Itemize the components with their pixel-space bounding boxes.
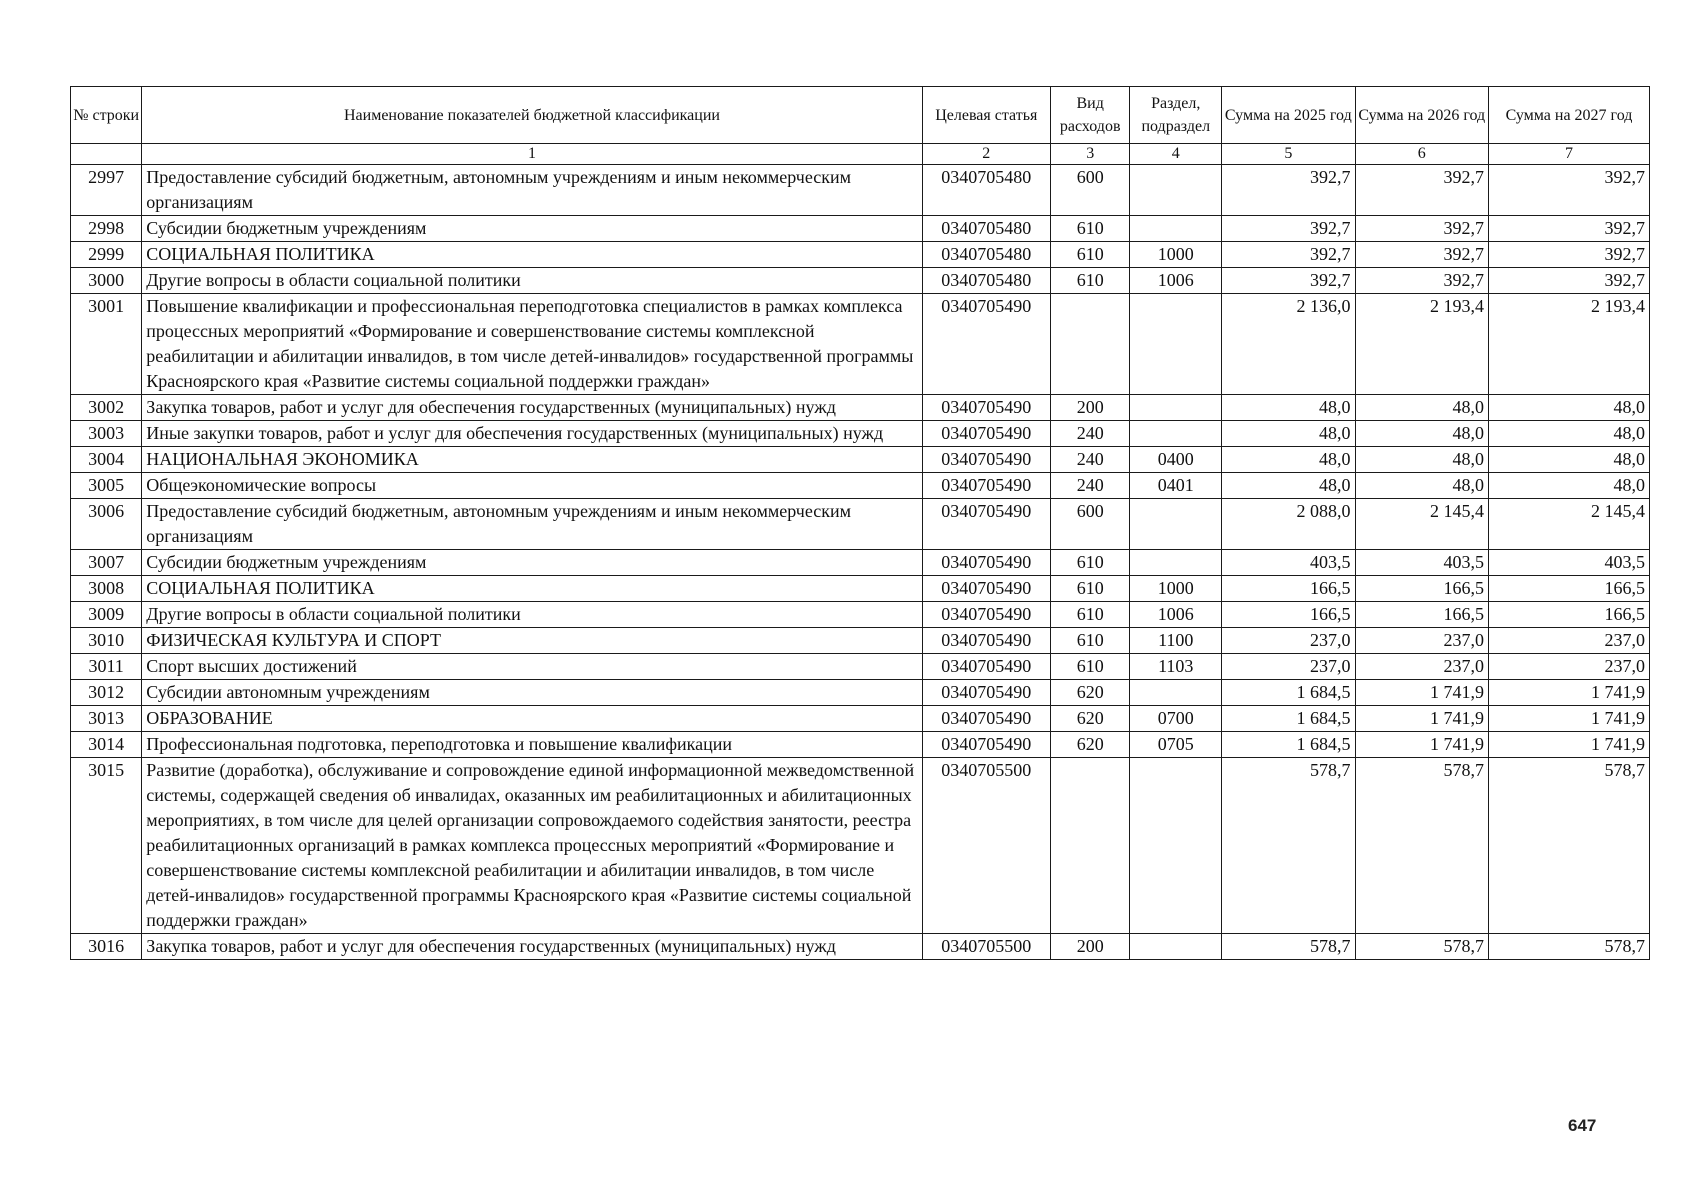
row-section: [1130, 934, 1222, 960]
row-number: 3007: [71, 550, 142, 576]
table-row: [71, 602, 1650, 628]
row-expense-kind: 610: [1050, 268, 1129, 294]
row-sum-2025: 578,7: [1222, 758, 1355, 934]
column-number: [71, 144, 142, 165]
row-sum-2027: 166,5: [1488, 576, 1649, 602]
row-sum-2027: 48,0: [1488, 473, 1649, 499]
row-name: Субсидии бюджетным учреждениям: [142, 550, 922, 576]
column-number: 7: [1488, 144, 1649, 165]
row-sum-2026: 1 741,9: [1355, 732, 1488, 758]
row-section: 0400: [1130, 447, 1222, 473]
row-sum-2027: 578,7: [1488, 934, 1649, 960]
row-number: 2998: [71, 216, 142, 242]
row-expense-kind: 240: [1050, 447, 1129, 473]
row-name: Субсидии автономным учреждениям: [142, 680, 922, 706]
row-sum-2027: 237,0: [1488, 628, 1649, 654]
table-row: [71, 395, 1650, 421]
row-number: 3013: [71, 706, 142, 732]
row-sum-2026: 578,7: [1355, 758, 1488, 934]
row-target-article: 0340705490: [922, 447, 1050, 473]
header-target: Целевая статья: [922, 87, 1050, 144]
row-name: Другие вопросы в области социальной политики: [142, 602, 922, 628]
row-sum-2025: 166,5: [1222, 602, 1355, 628]
row-sum-2025: 48,0: [1222, 421, 1355, 447]
row-expense-kind: 610: [1050, 602, 1129, 628]
row-target-article: 0340705490: [922, 550, 1050, 576]
table-row: [71, 706, 1650, 732]
row-target-article: 0340705490: [922, 294, 1050, 395]
column-number: 5: [1222, 144, 1355, 165]
row-number: 3011: [71, 654, 142, 680]
row-target-article: 0340705490: [922, 628, 1050, 654]
row-number: 2999: [71, 242, 142, 268]
row-section: [1130, 550, 1222, 576]
row-name: ФИЗИЧЕСКАЯ КУЛЬТУРА И СПОРТ: [142, 628, 922, 654]
row-expense-kind: 600: [1050, 499, 1129, 550]
row-target-article: 0340705490: [922, 473, 1050, 499]
table-body: [71, 165, 1650, 960]
row-sum-2027: 166,5: [1488, 602, 1649, 628]
table-row: [71, 216, 1650, 242]
row-sum-2026: 48,0: [1355, 447, 1488, 473]
row-sum-2025: 48,0: [1222, 473, 1355, 499]
row-section: 0401: [1130, 473, 1222, 499]
row-sum-2026: 403,5: [1355, 550, 1488, 576]
row-sum-2025: 48,0: [1222, 395, 1355, 421]
table-row: [71, 242, 1650, 268]
row-sum-2027: 48,0: [1488, 421, 1649, 447]
row-target-article: 0340705480: [922, 216, 1050, 242]
row-sum-2027: 2 145,4: [1488, 499, 1649, 550]
row-name: Субсидии бюджетным учреждениям: [142, 216, 922, 242]
row-expense-kind: 240: [1050, 421, 1129, 447]
row-target-article: 0340705480: [922, 165, 1050, 216]
row-sum-2026: 392,7: [1355, 242, 1488, 268]
row-sum-2026: 392,7: [1355, 216, 1488, 242]
table-row: [71, 732, 1650, 758]
row-number: 3009: [71, 602, 142, 628]
row-expense-kind: [1050, 758, 1129, 934]
row-expense-kind: 610: [1050, 654, 1129, 680]
row-sum-2027: 1 741,9: [1488, 732, 1649, 758]
row-number: 3004: [71, 447, 142, 473]
row-expense-kind: 200: [1050, 395, 1129, 421]
column-number-row: [71, 144, 1650, 165]
row-sum-2027: 1 741,9: [1488, 680, 1649, 706]
row-sum-2025: 392,7: [1222, 216, 1355, 242]
row-sum-2026: 392,7: [1355, 165, 1488, 216]
page-number: 647: [1568, 1116, 1597, 1135]
row-name: Предоставление субсидий бюджетным, автономным учреждениям и иным некоммерческим организациям: [142, 499, 922, 550]
row-number: 3015: [71, 758, 142, 934]
row-name: Повышение квалификации и профессиональная переподготовка специалистов в рамках комплекса процессных мероприятий «Формирование и совершенствование системы комплексной реабилитации и абилитации инвалидов, в том числе детей-инвалидов» государственной программы Красноярского края «Развитие системы социальной поддержки граждан»: [142, 294, 922, 395]
column-number: 3: [1050, 144, 1129, 165]
row-target-article: 0340705500: [922, 934, 1050, 960]
row-sum-2027: 48,0: [1488, 447, 1649, 473]
row-name: Общеэкономические вопросы: [142, 473, 922, 499]
table-row: [71, 576, 1650, 602]
table-row: [71, 268, 1650, 294]
table-row: [71, 654, 1650, 680]
row-section: 1100: [1130, 628, 1222, 654]
row-sum-2025: 2 136,0: [1222, 294, 1355, 395]
row-target-article: 0340705490: [922, 499, 1050, 550]
row-number: 3008: [71, 576, 142, 602]
row-sum-2025: 1 684,5: [1222, 680, 1355, 706]
row-sum-2025: 2 088,0: [1222, 499, 1355, 550]
table-row: [71, 447, 1650, 473]
row-section: [1130, 294, 1222, 395]
row-sum-2027: 578,7: [1488, 758, 1649, 934]
row-target-article: 0340705490: [922, 602, 1050, 628]
row-sum-2025: 392,7: [1222, 165, 1355, 216]
row-target-article: 0340705490: [922, 706, 1050, 732]
table-row: [71, 628, 1650, 654]
header-sum-2026: Сумма на 2026 год: [1355, 87, 1488, 144]
row-target-article: 0340705490: [922, 576, 1050, 602]
row-expense-kind: 620: [1050, 706, 1129, 732]
row-sum-2026: 166,5: [1355, 576, 1488, 602]
row-sum-2025: 392,7: [1222, 242, 1355, 268]
row-name: Развитие (доработка), обслуживание и сопровождение единой информационной межведомственной системы, содержащей сведения об инвалидах, оказанных им реабилитационных и абилитационных мероприятиях, в том числе для целей организации сопровождаемого содействия занятости, реестра реабилитационных организаций в рамках комплекса процессных мероприятий «Формирование и совершенствование системы комплексной реабилитации и абилитации инвалидов, в том числе детей-инвалидов» государственной программы Красноярского края «Развитие системы социальной поддержки граждан»: [142, 758, 922, 934]
header-kind: Вид расходов: [1050, 87, 1129, 144]
row-number: 3003: [71, 421, 142, 447]
column-number: 4: [1130, 144, 1222, 165]
row-sum-2025: 392,7: [1222, 268, 1355, 294]
table-row: [71, 758, 1650, 934]
header-name: Наименование показателей бюджетной классификации: [142, 87, 922, 144]
row-section: [1130, 680, 1222, 706]
table-row: [71, 473, 1650, 499]
column-number: 1: [142, 144, 922, 165]
column-number: 6: [1355, 144, 1488, 165]
row-sum-2025: 237,0: [1222, 628, 1355, 654]
row-section: 1006: [1130, 268, 1222, 294]
row-sum-2027: 392,7: [1488, 216, 1649, 242]
row-sum-2025: 237,0: [1222, 654, 1355, 680]
row-expense-kind: 200: [1050, 934, 1129, 960]
table-row: [71, 934, 1650, 960]
header-section: Раздел, подраздел: [1130, 87, 1222, 144]
row-number: 3010: [71, 628, 142, 654]
row-sum-2027: 403,5: [1488, 550, 1649, 576]
column-number: 2: [922, 144, 1050, 165]
row-target-article: 0340705490: [922, 680, 1050, 706]
row-number: 3001: [71, 294, 142, 395]
row-sum-2027: 392,7: [1488, 242, 1649, 268]
row-target-article: 0340705500: [922, 758, 1050, 934]
header-row-no: № строки: [71, 87, 142, 144]
row-target-article: 0340705490: [922, 654, 1050, 680]
row-section: [1130, 216, 1222, 242]
row-section: 1000: [1130, 242, 1222, 268]
row-sum-2026: 237,0: [1355, 654, 1488, 680]
row-expense-kind: 610: [1050, 576, 1129, 602]
row-sum-2027: 237,0: [1488, 654, 1649, 680]
row-expense-kind: 620: [1050, 732, 1129, 758]
row-target-article: 0340705480: [922, 268, 1050, 294]
row-section: [1130, 395, 1222, 421]
row-section: [1130, 165, 1222, 216]
row-sum-2026: 2 193,4: [1355, 294, 1488, 395]
row-number: 3005: [71, 473, 142, 499]
header-row: [71, 87, 1650, 144]
row-expense-kind: 610: [1050, 628, 1129, 654]
row-section: [1130, 499, 1222, 550]
row-number: 3012: [71, 680, 142, 706]
row-section: [1130, 421, 1222, 447]
row-sum-2025: 403,5: [1222, 550, 1355, 576]
row-number: 3006: [71, 499, 142, 550]
row-sum-2027: 2 193,4: [1488, 294, 1649, 395]
row-sum-2026: 48,0: [1355, 473, 1488, 499]
row-sum-2026: 578,7: [1355, 934, 1488, 960]
row-sum-2026: 166,5: [1355, 602, 1488, 628]
row-section: 1006: [1130, 602, 1222, 628]
row-sum-2026: 48,0: [1355, 395, 1488, 421]
row-number: 3002: [71, 395, 142, 421]
row-section: 1103: [1130, 654, 1222, 680]
row-name: Закупка товаров, работ и услуг для обеспечения государственных (муниципальных) нужд: [142, 934, 922, 960]
row-section: 0700: [1130, 706, 1222, 732]
row-sum-2025: 48,0: [1222, 447, 1355, 473]
row-expense-kind: 610: [1050, 216, 1129, 242]
row-name: Спорт высших достижений: [142, 654, 922, 680]
table-row: [71, 294, 1650, 395]
row-sum-2026: 1 741,9: [1355, 680, 1488, 706]
table-row: [71, 499, 1650, 550]
row-sum-2027: 1 741,9: [1488, 706, 1649, 732]
row-sum-2026: 237,0: [1355, 628, 1488, 654]
row-expense-kind: 600: [1050, 165, 1129, 216]
row-name: Иные закупки товаров, работ и услуг для обеспечения государственных (муниципальных) нужд: [142, 421, 922, 447]
row-section: 0705: [1130, 732, 1222, 758]
row-sum-2026: 1 741,9: [1355, 706, 1488, 732]
header-sum-2027: Сумма на 2027 год: [1488, 87, 1649, 144]
row-target-article: 0340705490: [922, 732, 1050, 758]
table-row: [71, 421, 1650, 447]
row-target-article: 0340705490: [922, 395, 1050, 421]
row-sum-2025: 1 684,5: [1222, 706, 1355, 732]
row-section: 1000: [1130, 576, 1222, 602]
row-name: Предоставление субсидий бюджетным, автономным учреждениям и иным некоммерческим организациям: [142, 165, 922, 216]
row-sum-2025: 1 684,5: [1222, 732, 1355, 758]
row-number: 3014: [71, 732, 142, 758]
row-number: 3000: [71, 268, 142, 294]
row-target-article: 0340705490: [922, 421, 1050, 447]
row-name: Другие вопросы в области социальной политики: [142, 268, 922, 294]
row-name: ОБРАЗОВАНИЕ: [142, 706, 922, 732]
budget-table: [70, 86, 1650, 960]
row-name: СОЦИАЛЬНАЯ ПОЛИТИКА: [142, 576, 922, 602]
row-expense-kind: 620: [1050, 680, 1129, 706]
row-expense-kind: 610: [1050, 550, 1129, 576]
row-sum-2026: 392,7: [1355, 268, 1488, 294]
row-sum-2027: 392,7: [1488, 268, 1649, 294]
row-number: 3016: [71, 934, 142, 960]
row-section: [1130, 758, 1222, 934]
row-expense-kind: 240: [1050, 473, 1129, 499]
row-number: 2997: [71, 165, 142, 216]
row-sum-2026: 2 145,4: [1355, 499, 1488, 550]
table-row: [71, 680, 1650, 706]
row-target-article: 0340705480: [922, 242, 1050, 268]
row-expense-kind: 610: [1050, 242, 1129, 268]
row-name: СОЦИАЛЬНАЯ ПОЛИТИКА: [142, 242, 922, 268]
row-sum-2025: 166,5: [1222, 576, 1355, 602]
table-row: [71, 165, 1650, 216]
row-name: Профессиональная подготовка, переподготовка и повышение квалификации: [142, 732, 922, 758]
row-sum-2027: 48,0: [1488, 395, 1649, 421]
row-sum-2027: 392,7: [1488, 165, 1649, 216]
row-sum-2026: 48,0: [1355, 421, 1488, 447]
row-expense-kind: [1050, 294, 1129, 395]
table-row: [71, 550, 1650, 576]
row-name: Закупка товаров, работ и услуг для обеспечения государственных (муниципальных) нужд: [142, 395, 922, 421]
row-name: НАЦИОНАЛЬНАЯ ЭКОНОМИКА: [142, 447, 922, 473]
header-sum-2025: Сумма на 2025 год: [1222, 87, 1355, 144]
row-sum-2025: 578,7: [1222, 934, 1355, 960]
